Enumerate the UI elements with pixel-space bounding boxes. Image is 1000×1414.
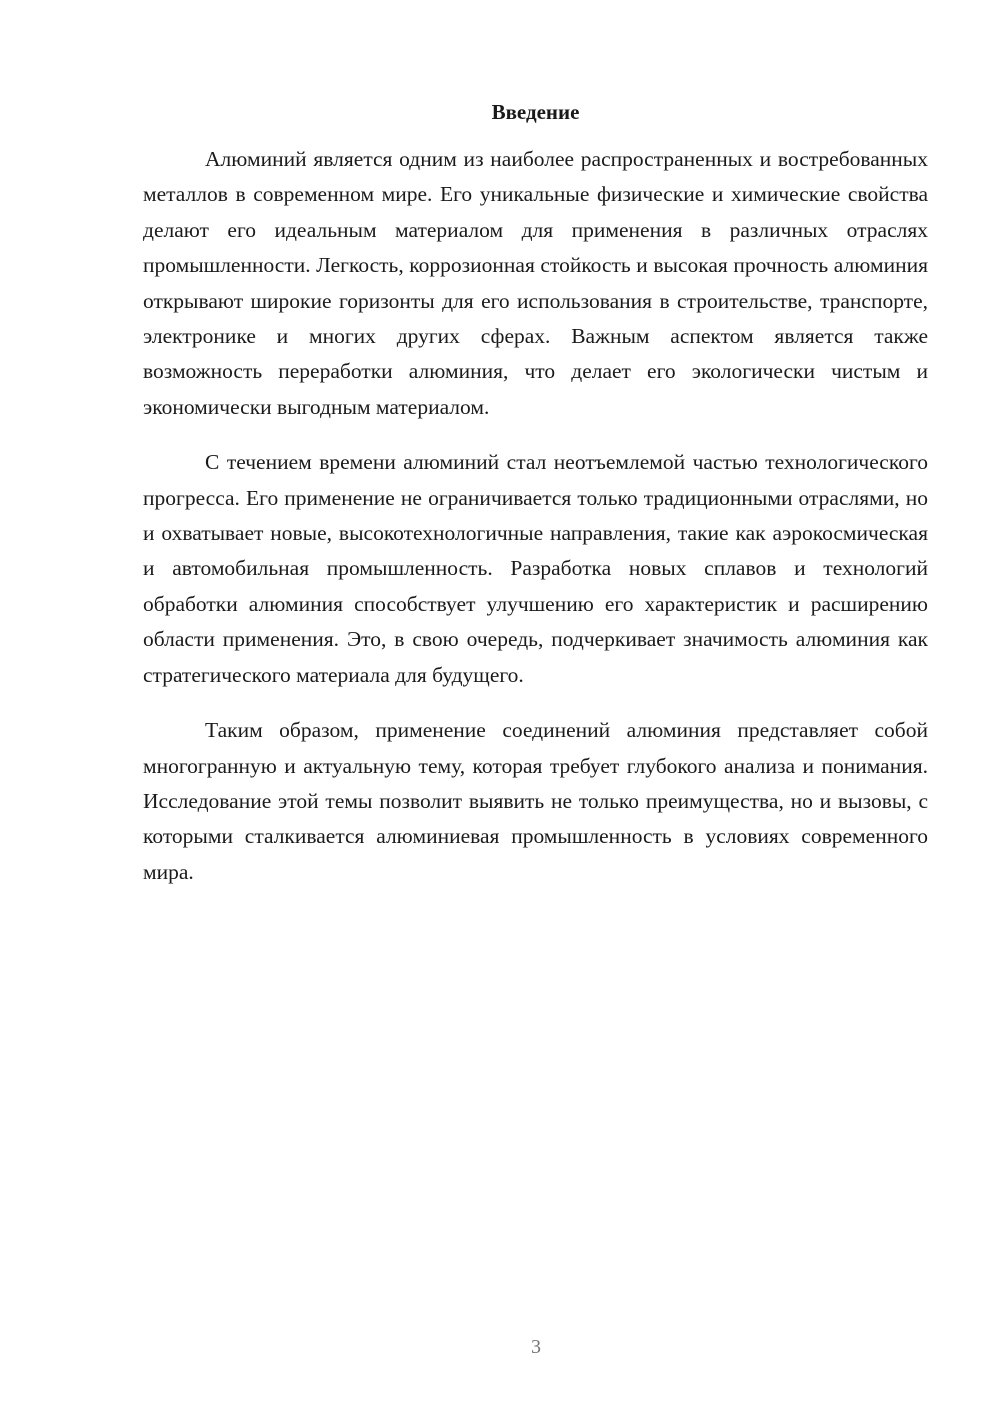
paragraph-3: Таким образом, применение соединений алюминия представляет собой многогранную и актуальную тему, которая требует глубокого анализа и понимания. Исследование этой темы позволит выявить не только преимущества, но и вызовы, с которыми сталкивается алюминиевая промышленность в условиях современного мира. [143, 718, 928, 884]
body-text [143, 142, 928, 890]
paragraph-1: Алюминий является одним из наиболее распространенных и востребованных металлов в современном мире. Его уникальные физические и химические свойства делают его идеальным материалом для применения в различных отраслях промышленности. Легкость, коррозионная стойкость и высокая прочность алюминия открывают широкие горизонты для его использования в строительстве, транспорте, электронике и многих других сферах. Важным аспектом является также возможность переработки алюминия, что делает его экологически чистым и экономически выгодным материалом. [143, 147, 928, 419]
page-number: 3 [531, 1336, 541, 1358]
paragraph-2: С течением времени алюминий стал неотъемлемой частью технологического прогресса. Его применение не ограничивается только традиционными отраслями, но и охватывает новые, высокотехнологичные направления, такие как аэрокосмическая и автомобильная промышленность. Разработка новых сплавов и технологий обработки алюминия способствует улучшению его характеристик и расширению области применения. Это, в свою очередь, подчеркивает значимость алюминия как стратегического материала для будущего. [143, 450, 928, 687]
section-heading: Введение [491, 100, 580, 124]
